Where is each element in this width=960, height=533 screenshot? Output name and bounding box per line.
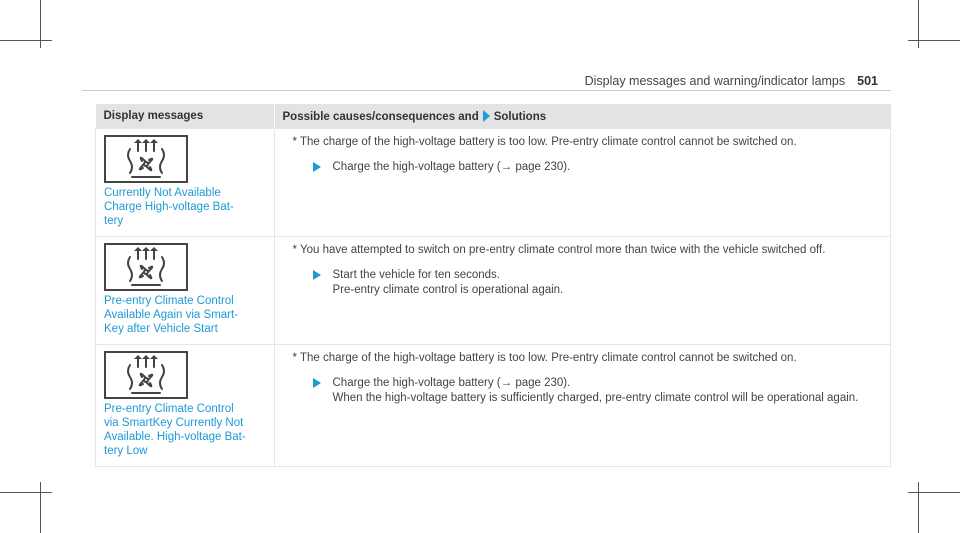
- display-message-line: Charge High-voltage Bat-: [104, 201, 234, 213]
- page-number: 501: [857, 74, 878, 88]
- table-row: [96, 345, 891, 467]
- cause-text: * The charge of the high-voltage battery is too low. Pre-entry climate control cannot be switched on.: [292, 136, 797, 148]
- climate-fan-icon: [104, 243, 188, 291]
- display-message-line: Available Again via Smart-: [104, 309, 239, 321]
- message-cell: [96, 129, 275, 237]
- solution-step: [313, 160, 883, 175]
- play-arrow-icon: [483, 110, 490, 122]
- solution-note: Pre-entry climate control is operational again.: [332, 284, 564, 296]
- crop-mark: [0, 492, 52, 493]
- section-title: Display messages and warning/indicator lamps: [584, 74, 846, 88]
- display-message-line: via SmartKey Currently Not: [104, 417, 244, 429]
- display-message-line: tery: [104, 215, 124, 227]
- climate-fan-icon: [104, 351, 188, 399]
- message-cell: [96, 237, 275, 345]
- display-message-line: Currently Not Available: [104, 187, 221, 199]
- column-header-messages: Display messages: [96, 104, 275, 129]
- action-arrow-icon: [313, 270, 321, 280]
- crop-mark: [918, 482, 919, 533]
- cause-text: * You have attempted to switch on pre-entry climate control more than twice with the vehicle switched off.: [292, 244, 826, 256]
- display-message-line: Key after Vehicle Start: [104, 323, 218, 335]
- crop-mark: [908, 492, 960, 493]
- crop-mark: [0, 40, 52, 41]
- action-arrow-icon: [313, 162, 321, 172]
- solution-note: When the high-voltage battery is sufficiently charged, pre-entry climate control will be operational again.: [332, 392, 859, 404]
- solution-step: [313, 376, 883, 391]
- display-message-line: Available. High-voltage Bat-: [104, 431, 246, 443]
- solution-step: [313, 268, 883, 283]
- page-header: [585, 74, 878, 88]
- display-message-line: Pre-entry Climate Control: [104, 403, 234, 415]
- solution-text[interactable]: Start the vehicle for ten seconds.: [332, 269, 500, 281]
- cause-cell: [274, 237, 891, 345]
- column-header-causes: Possible causes/consequences and Solutions: [274, 104, 891, 129]
- crop-mark: [40, 482, 41, 533]
- table-header-row: [96, 104, 891, 129]
- solution-text[interactable]: Charge the high-voltage battery (→ page 230).: [332, 161, 571, 173]
- message-cell: [96, 345, 275, 467]
- cause-text: * The charge of the high-voltage battery is too low. Pre-entry climate control cannot be switched on.: [292, 352, 797, 364]
- display-message-line: Pre-entry Climate Control: [104, 295, 234, 307]
- cause-cell: [274, 129, 891, 237]
- action-arrow-icon: [313, 378, 321, 388]
- table-row: [96, 237, 891, 345]
- header-rule: [82, 90, 891, 91]
- table-row: [96, 129, 891, 237]
- cause-cell: [274, 345, 891, 467]
- climate-fan-icon: [104, 135, 188, 183]
- crop-mark: [908, 40, 960, 41]
- display-message-line: tery Low: [104, 445, 148, 457]
- solution-text[interactable]: Charge the high-voltage battery (→ page 230).: [332, 377, 571, 389]
- messages-table: [95, 104, 891, 467]
